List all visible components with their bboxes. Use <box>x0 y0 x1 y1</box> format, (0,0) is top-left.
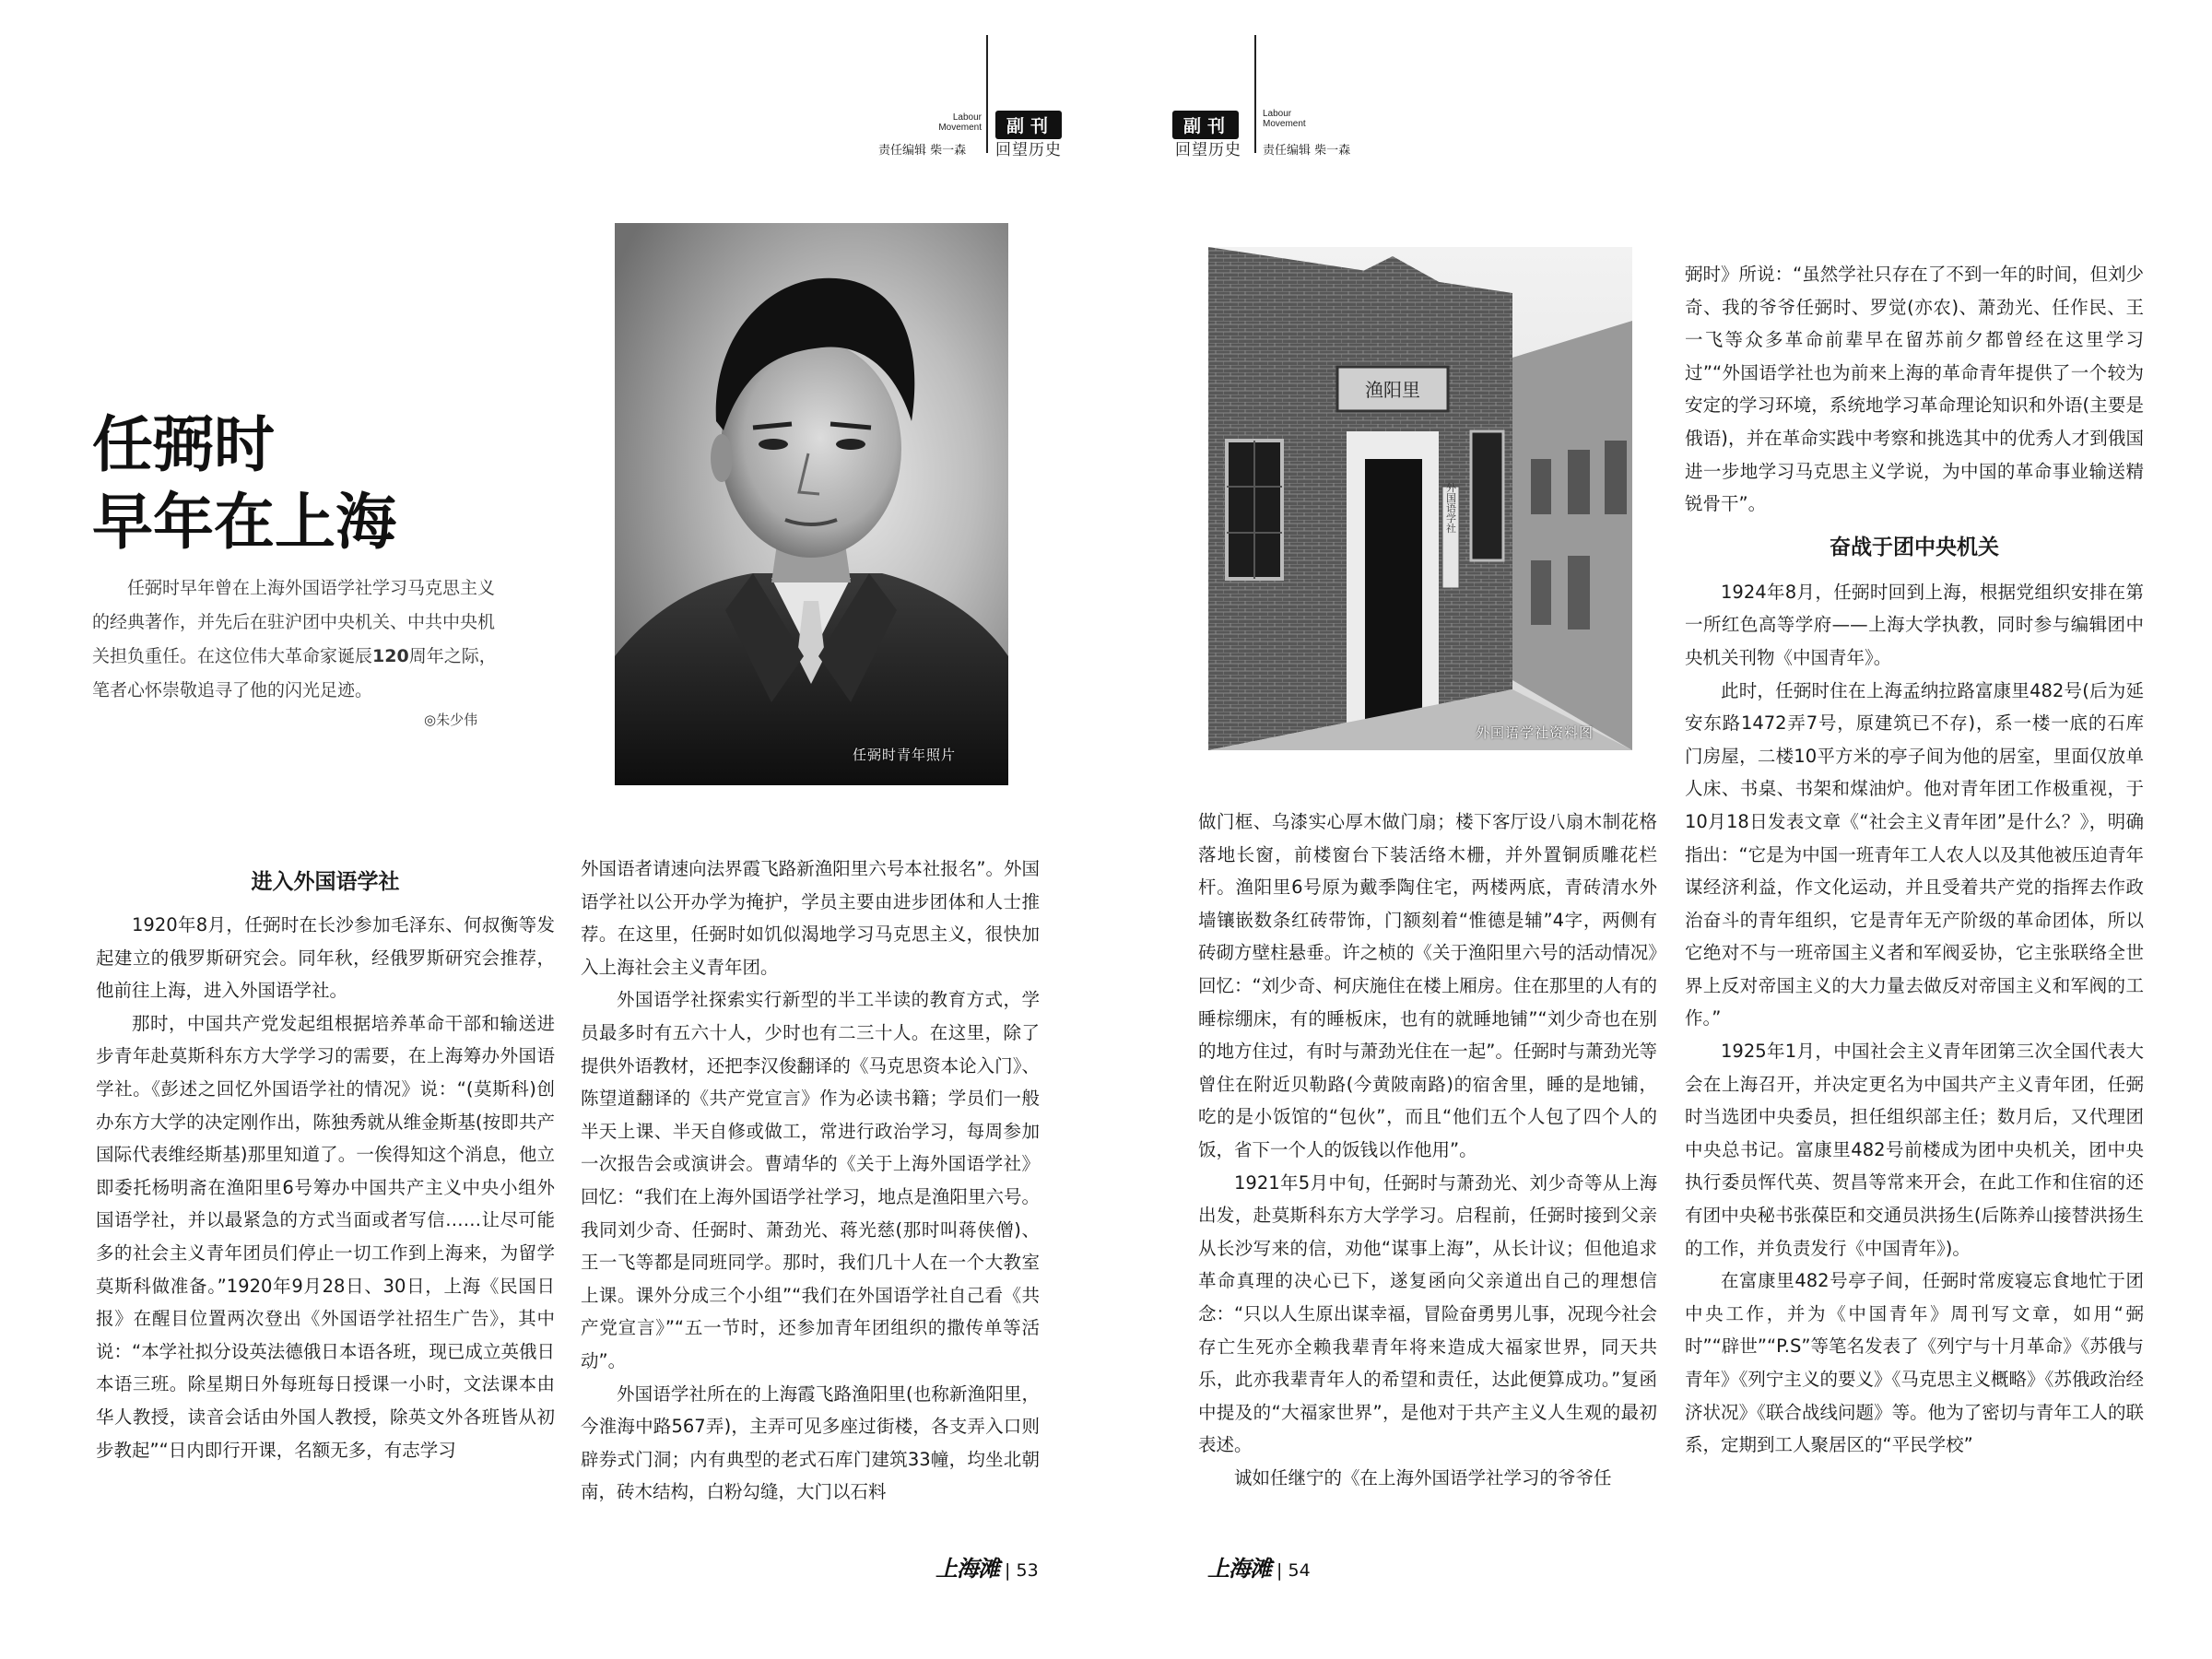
page-number-54: 54 <box>1288 1560 1311 1581</box>
intro-text-after: 周年之际，笔者心怀崇敬追寻了他的闪光足迹。 <box>92 646 497 700</box>
header-right-labour-movement <box>1263 109 1306 129</box>
footer-right-separator: | <box>1277 1560 1283 1581</box>
footer-left-separator: | <box>1005 1560 1011 1581</box>
article-intro <box>92 571 498 708</box>
body-column-4 <box>1685 258 2144 1462</box>
header-left-labour-movement <box>931 112 982 133</box>
header-left-labour: Labour <box>952 112 982 123</box>
building-illustration <box>1208 247 1632 750</box>
portrait-illustration <box>615 223 1008 785</box>
col3-paragraph-1: 做门框、乌漆实心厚木做门扇；楼下客厅设八扇木制花格落地长窗，前楼窗台下装活络木栅，并外置铜质雕花栏杆。渔阳里6号原为戴季陶住宅，两楼两底，青砖清水外墙镶嵌数条红砖带饰，门额刻着“惟德是辅”4字，两侧有砖砌方壁柱悬垂。许之桢的《关于渔阳里六号的活动情况》回忆：“刘少奇、柯庆施住在楼上厢房。住在那里的人有的睡棕绷床，有的睡板床，也有的就睡地铺”“刘少奇也在别的地方住过，有时与萧劲光住在一起”。任弼时与萧劲光等曾住在附近贝勒路(今黄陂南路)的宿舍里，睡的是地铺，吃的是小饭馆的“包伙”，而且“他们五个人包了四个人的饭，省下一个人的饭钱以作他用”。 <box>1198 811 1657 1160</box>
header-right-labour: Labour <box>1263 109 1292 119</box>
header-right-badge: 副刊 <box>1172 111 1239 139</box>
portrait-photo <box>615 223 1008 785</box>
col2-paragraph-3: 外国语学社所在的上海霞飞路渔阳里(也称新渔阳里，今淮海中路567弄)，主弄可见多座过街楼，各支弄入口则辟券式门洞；内有典型的老式石库门建筑33幢，均坐北朝南，砖木结构，白粉勾缝，大门以石料 <box>581 1382 1040 1503</box>
footer-left <box>935 1550 1039 1583</box>
header-left-editor: 责任编辑 柴一森 <box>878 144 967 158</box>
intro-text-before: 任弼时早年曾在上海外国语学社学习马克思主义的经典著作，并先后在驻沪团中央机关、中共中央机关担负重任。在这位伟大革命家诞辰 <box>92 578 496 666</box>
building-photo <box>1208 247 1632 750</box>
footer-right <box>1207 1550 1311 1583</box>
col4-paragraph-4: 在富康里482号亭子间，任弼时常废寝忘食地忙于团中央工作，并为《中国青年》周刊写文章，如用“弼时”“辟世”“P.S”等笔名发表了《列宁与十月革命》《苏俄与青年》《列宁主义的要义》《马克思主义概略》《苏俄政治经济状况》《联合战线问题》等。他为了密切与青年工人的联系，定期到工人聚居区的“平民学校” <box>1685 1270 2144 1456</box>
header-left-badge: 副刊 <box>995 111 1062 139</box>
magazine-logo-right: 上海滩 <box>1207 1555 1271 1582</box>
header-divider-right <box>1254 35 1256 153</box>
article-author: ◎朱少伟 <box>424 712 478 728</box>
article-title-line2: 早年在上海 <box>92 486 396 558</box>
article-title <box>92 406 396 560</box>
intro-anniversary-number: 120 <box>372 646 409 666</box>
body-column-1 <box>96 868 555 1466</box>
header-right-editor: 责任编辑 柴一森 <box>1263 144 1351 158</box>
header-right-subtitle: 回望历史 <box>1175 141 1241 159</box>
col3-paragraph-2: 1921年5月中旬，任弼时与萧劲光、刘少奇等从上海出发，赴莫斯科东方大学学习。启程前，任弼时接到父亲从长沙写来的信，劝他“谋事上海”，从长计议；但他追求革命真理的决心已下，遂复函向父亲道出自己的理想信念：“只以人生原出谋幸福，冒险奋勇男儿事，况现今社会存亡生死亦全赖我辈青年将来造成大福家世界，同天共乐，此亦我辈青年人的希望和责任，达此便算成功。”复函中提及的“大福家世界”，是他对于共产主义人生观的最初表述。 <box>1198 1171 1657 1456</box>
col4-top-paragraph: 弼时》所说：“虽然学社只存在了不到一年的时间，但刘少奇、我的爷爷任弼时、罗觉(亦农)、萧劲光、任作民、王一飞等众多革命前辈早在留苏前夕都曾经在这里学习过”“外国语学社也为前来上海的革命青年提供了一个较为安定的学习环境，系统地学习革命理论知识和外语(主要是俄语)，并在革命实践中考察和挑选其中的优秀人才到俄国进一步地学习马克思主义学说，为中国的革命事业输送精锐骨干”。 <box>1685 264 2144 515</box>
building-caption: 外国语学社资料图 <box>1476 724 1594 741</box>
col3-paragraph-3: 诚如任继宁的《在上海外国语学社学习的爷爷任 <box>1234 1466 1612 1488</box>
section-heading-1: 进入外国语学社 <box>251 870 400 894</box>
col2-paragraph-2: 外国语学社探索实行新型的半工半读的教育方式，学员最多时有五六十人，少时也有二三十人。在这里，除了提供外语教材，还把李汉俊翻译的《马克思资本论入门》、陈望道翻译的《共产党宣言》作为必读书籍；学员们一般半天上课、半天自修或做工，常进行政治学习，每周参加一次报告会或演讲会。曹靖华的《关于上海外国语学社》回忆：“我们在上海外国语学社学习，地点是渔阳里六号。我同刘少奇、任弼时、萧劲光、蒋光慈(那时叫蒋侠僧)、王一飞等都是同班同学。那时，我们几十人在一个大教室上课。课外分成三个小组”“我们在外国语学社自己看《共产党宣言》”“五一节时，还参加青年团组织的撒传单等活动”。 <box>581 989 1040 1371</box>
col1-paragraph-1: 1920年8月，任弼时在长沙参加毛泽东、何叔衡等发起建立的俄罗斯研究会。同年秋，经俄罗斯研究会推荐，他前往上海，进入外国语学社。 <box>96 914 555 1002</box>
magazine-logo-left: 上海滩 <box>935 1555 999 1582</box>
col4-paragraph-2: 此时，任弼时住在上海孟纳拉路富康里482号(后为延安东路1472弄7号，原建筑已不存)，系一楼一底的石库门房屋，二楼10平方米的亭子间为他的居室，里面仅放单人床、书桌、书架和煤油炉。他对青年团工作极重视，于10月18日发表文章《“社会主义青年团”是什么？》，明确指出：“它是为中国一班青年工人农人以及其他被压迫青年谋经济利益，作文化运动，并且受着共产党的指挥去作政治奋斗的青年组织，它是青年无产阶级的革命团体，所以它绝对不与一班帝国主义者和军阀妥协，它主张联络全世界上反对帝国主义的大力量去做反对帝国主义和军阀的工作。” <box>1685 679 2144 1030</box>
header-divider-left <box>986 35 988 153</box>
col2-paragraph-1: 外国语者请速向法界霞飞路新渔阳里六号本社报名”。外国语学社以公开办学为掩护，学员主要由进步团体和人士推荐。在这里，任弼时如饥似渴地学习马克思主义，很快加入上海社会主义青年团。 <box>581 858 1040 978</box>
header-left-movement: Movement <box>938 123 982 133</box>
article-title-line1: 任弼时 <box>92 408 275 480</box>
section-heading-2: 奋战于团中央机关 <box>1830 535 1999 559</box>
body-column-2 <box>581 853 1040 1509</box>
col4-paragraph-3: 1925年1月，中国社会主义青年团第三次全国代表大会在上海召开，并决定更名为中国共产主义青年团，任弼时当选团中央委员，担任组织部主任；数月后，又代理团中央总书记。富康里482号前楼成为团中央机关，团中央执行委员恽代英、贺昌等常来开会，在此工作和住宿的还有团中央秘书张葆臣和交通员洪扬生(后陈养山接替洪扬生的工作，并负责发行《中国青年》)。 <box>1685 1041 2144 1259</box>
page-number-53: 53 <box>1016 1560 1039 1581</box>
building-plaque: 渔阳里 <box>1365 379 1420 401</box>
building-door-sign: 外国语学社 <box>1444 482 1457 534</box>
body-column-3 <box>1198 806 1657 1494</box>
portrait-caption: 任弼时青年照片 <box>853 747 957 763</box>
col1-paragraph-2: 那时，中国共产党发起组根据培养革命干部和输送进步青年赴莫斯科东方大学学习的需要，在上海筹办外国语学社。《彭述之回忆外国语学社的情况》说：“(莫斯科)创办东方大学的决定刚作出，陈独秀就从维金斯基(按即共产国际代表维经斯基)那里知道了。一俟得知这个消息，他立即委托杨明斋在渔阳里6号筹办中国共产主义中央小组外国语学社，并以最紧急的方式当面或者写信……让尽可能多的社会主义青年团员们停止一切工作到上海来，为留学莫斯科做准备。”1920年9月28日、30日，上海《民国日报》在醒目位置两次登出《外国语学社招生广告》，其中说：“本学社拟分设英法德俄日本语各班，现已成立英俄日本语三班。除星期日外每班每日授课一小时，文法课本由华人教授，读音会话由外国人教授，除英文外各班皆从初步教起”“日内即行开课，名额无多，有志学习 <box>96 1012 555 1461</box>
header-right-movement: Movement <box>1263 119 1306 129</box>
header-left-subtitle: 回望历史 <box>995 141 1062 159</box>
col4-paragraph-1: 1924年8月，任弼时回到上海，根据党组织安排在第一所红色高等学府——上海大学执教，同时参与编辑团中央机关刊物《中国青年》。 <box>1685 581 2144 668</box>
